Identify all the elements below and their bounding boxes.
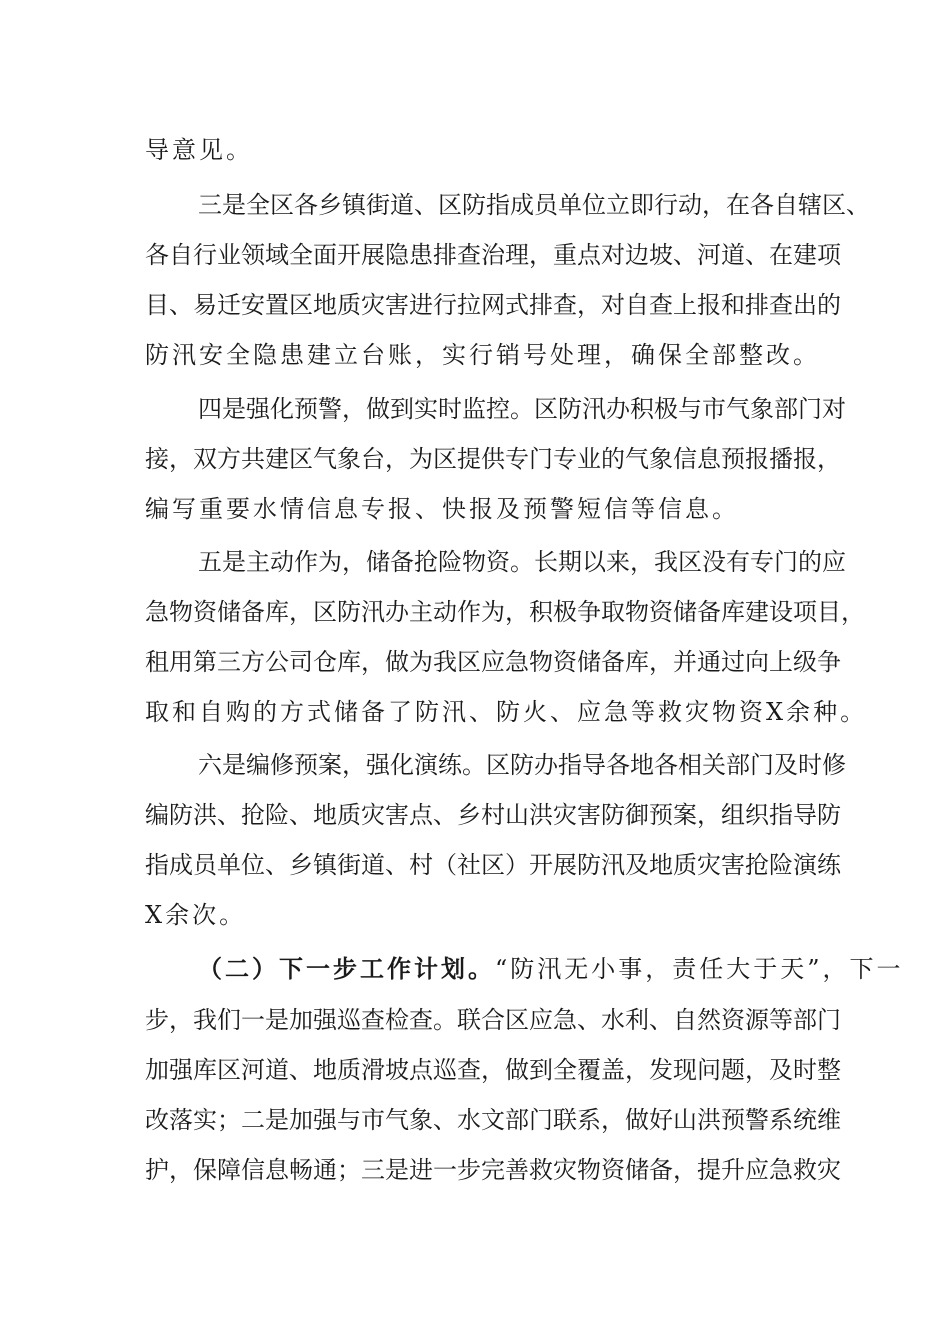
text-line: 编防洪、抢险、地质灾害点、乡村山洪灾害防御预案，组织指导防 xyxy=(145,801,841,829)
text-line: 六是编修预案，强化演练。区防办指导各地各相关部门及时修 xyxy=(198,751,846,779)
text-line: 防汛安全隐患建立台账，实行销号处理，确保全部整改。 xyxy=(145,341,820,369)
text-line: 租用第三方公司仓库，做为我区应急物资储备库，并通过向上级争 xyxy=(145,648,841,676)
text-line: 步，我们一是加强巡查检查。联合区应急、水利、自然资源等部门 xyxy=(145,1006,841,1034)
text-line: 三是全区各乡镇街道、区防指成员单位立即行动，在各自辖区、 xyxy=(198,191,870,219)
plan-intro: “防汛无小事，责任大于天”，下一 xyxy=(495,955,904,983)
text-line: 导意见。 xyxy=(145,136,253,164)
text-line: 四是强化预警，做到实时监控。区防汛办积极与市气象部门对 xyxy=(198,395,846,423)
text-line: 各自行业领域全面开展隐患排查治理，重点对边坡、河道、在建项 xyxy=(145,241,841,269)
text-line: 加强库区河道、地质滑坡点巡查，做到全覆盖，发现问题，及时整 xyxy=(145,1056,841,1084)
text-line: 目、易迁安置区地质灾害进行拉网式排查，对自查上报和排查出的 xyxy=(145,291,841,319)
text-line: 五是主动作为，储备抢险物资。长期以来，我区没有专门的应 xyxy=(198,548,846,576)
text-line: 编写重要水情信息专报、快报及预警短信等信息。 xyxy=(145,495,739,523)
plan-paragraph-first-line xyxy=(198,949,904,989)
text-line: X余次。 xyxy=(145,901,247,929)
text-line: 接，双方共建区气象台，为区提供专门专业的气象信息预报播报， xyxy=(145,445,841,473)
text-line: 取和自购的方式储备了防汛、防火、应急等救灾物资X余种。 xyxy=(145,698,868,726)
text-line: 改落实；二是加强与市气象、水文部门联系，做好山洪预警系统维 xyxy=(145,1106,841,1134)
text-line: 护，保障信息畅通；三是进一步完善救灾物资储备，提升应急救灾 xyxy=(145,1156,841,1184)
text-line: 急物资储备库，区防汛办主动作为，积极争取物资储备库建设项目， xyxy=(145,598,865,626)
plan-heading: （二）下一步工作计划。 xyxy=(198,954,495,983)
text-line: 指成员单位、乡镇街道、村（社区）开展防汛及地质灾害抢险演练 xyxy=(145,851,841,879)
